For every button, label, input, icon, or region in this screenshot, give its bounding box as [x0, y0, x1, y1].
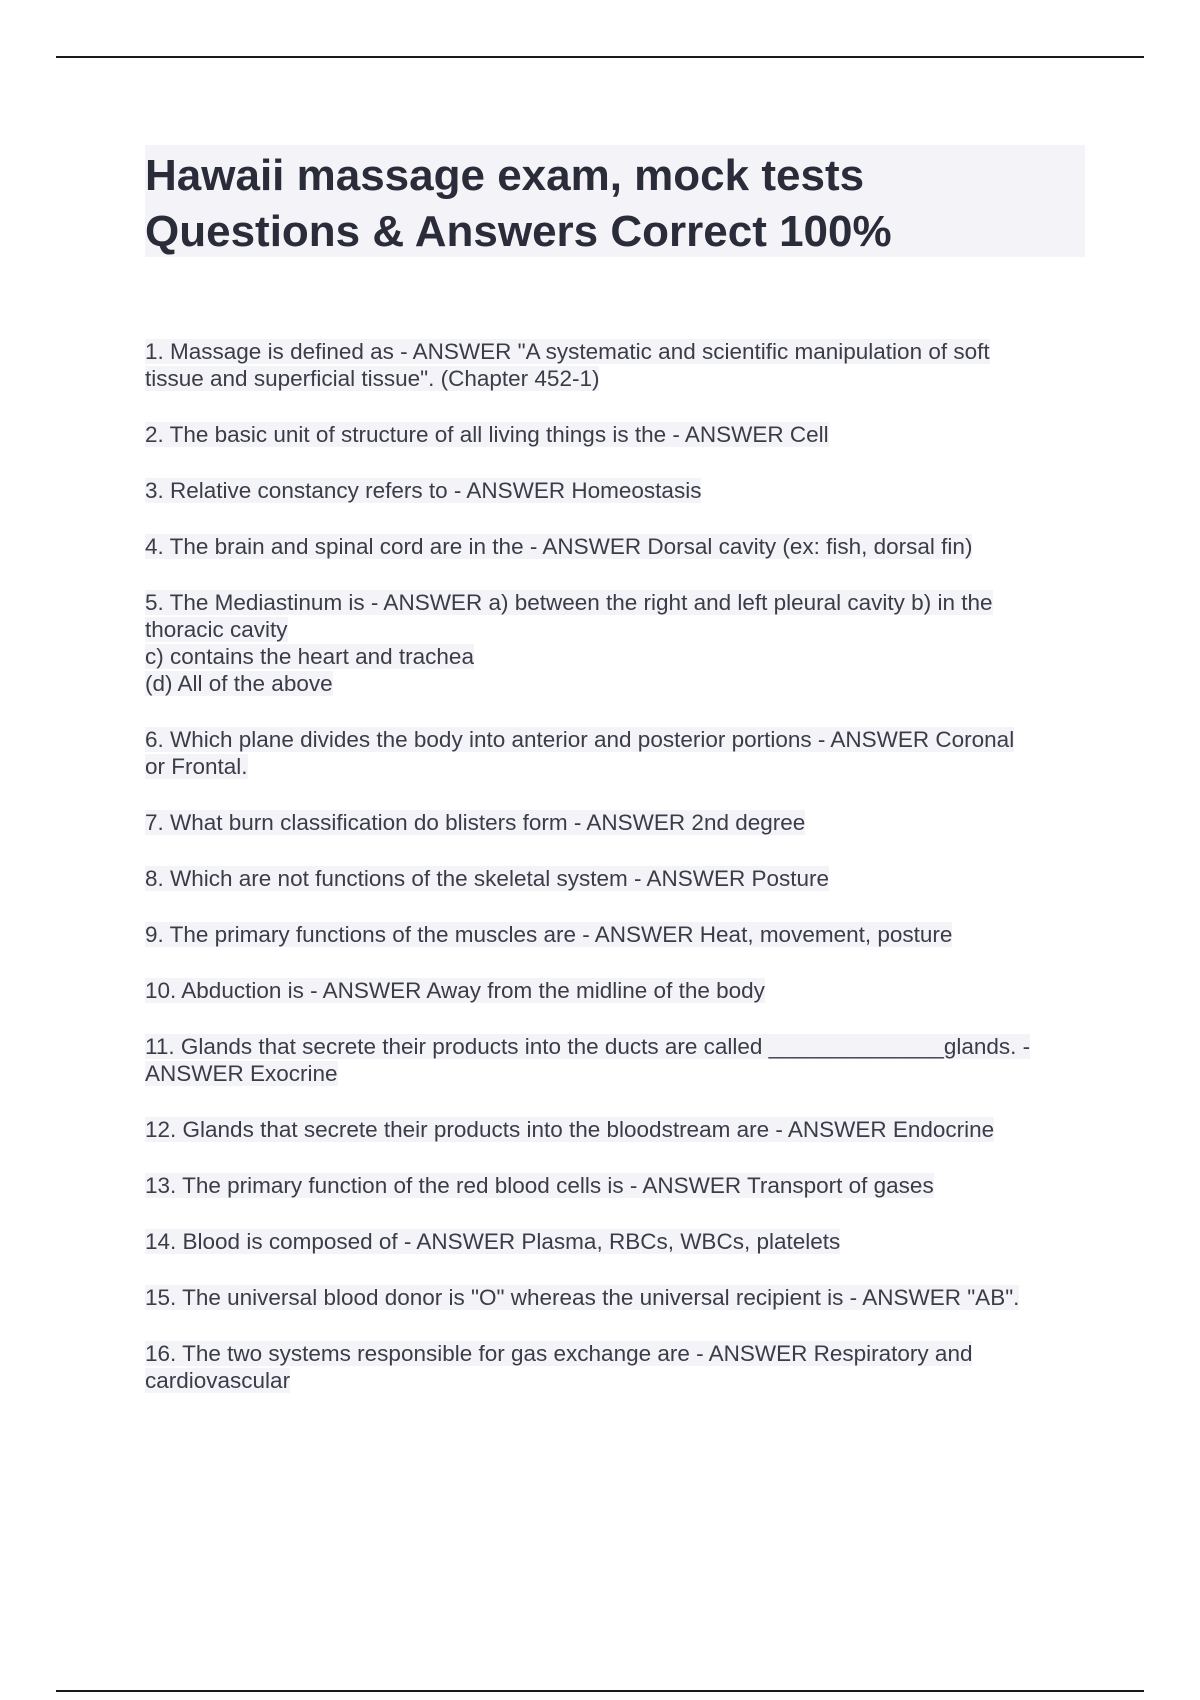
qa-line: [145, 1116, 1095, 1143]
qa-line: [145, 1172, 1095, 1199]
qa-line-text: 11. Glands that secrete their products into the ducts are called ______________glands. -: [145, 1034, 1031, 1059]
qa-line: [145, 1033, 1095, 1060]
qa-line: [145, 1228, 1095, 1255]
qa-line: [145, 338, 1095, 365]
bottom-rule: [56, 1690, 1144, 1692]
document-title: [145, 145, 1085, 257]
qa-item: [145, 809, 1095, 836]
qa-item: [145, 977, 1095, 1004]
qa-line-text: 13. The primary function of the red blood cells is - ANSWER Transport of gases: [145, 1173, 934, 1198]
qa-line-text: 16. The two systems responsible for gas exchange are - ANSWER Respiratory and: [145, 1341, 973, 1366]
qa-item: [145, 1340, 1095, 1394]
qa-line: [145, 643, 1095, 670]
qa-line-text: (d) All of the above: [145, 671, 333, 696]
qa-line: [145, 1284, 1095, 1311]
qa-line-text: 9. The primary functions of the muscles are - ANSWER Heat, movement, posture: [145, 922, 953, 947]
qa-item: [145, 338, 1095, 392]
qa-line-text: cardiovascular: [145, 1368, 291, 1393]
title-line-1: Hawaii massage exam, mock tests: [145, 151, 865, 200]
qa-line: [145, 865, 1095, 892]
qa-line-text: 12. Glands that secrete their products into the bloodstream are - ANSWER Endocrine: [145, 1117, 995, 1142]
qa-item: [145, 1228, 1095, 1255]
qa-item: [145, 1284, 1095, 1311]
qa-line-text: 6. Which plane divides the body into anterior and posterior portions - ANSWER Coronal: [145, 727, 1015, 752]
qa-item: [145, 1172, 1095, 1199]
qa-line: [145, 921, 1095, 948]
title-line-2: Questions & Answers Correct 100%: [145, 207, 892, 256]
qa-item: [145, 589, 1095, 697]
qa-line: [145, 365, 1095, 392]
qa-line-text: or Frontal.: [145, 754, 248, 779]
qa-line: [145, 809, 1095, 836]
qa-line-text: 7. What burn classification do blisters form - ANSWER 2nd degree: [145, 810, 806, 835]
qa-line: [145, 670, 1095, 697]
qa-line-text: 14. Blood is composed of - ANSWER Plasma, RBCs, WBCs, platelets: [145, 1229, 841, 1254]
qa-line: [145, 616, 1095, 643]
qa-line-text: ANSWER Exocrine: [145, 1061, 338, 1086]
qa-line: [145, 1340, 1095, 1367]
qa-item: [145, 921, 1095, 948]
qa-line: [145, 1367, 1095, 1394]
top-rule: [56, 56, 1144, 58]
question-list: [145, 338, 1095, 1423]
qa-item: [145, 421, 1095, 448]
qa-line-text: 4. The brain and spinal cord are in the - ANSWER Dorsal cavity (ex: fish, dorsal fin): [145, 534, 973, 559]
qa-line-text: c) contains the heart and trachea: [145, 644, 474, 669]
qa-item: [145, 726, 1095, 780]
qa-line-text: 15. The universal blood donor is "O" whereas the universal recipient is - ANSWER "AB".: [145, 1285, 1020, 1310]
qa-line-text: 8. Which are not functions of the skeletal system - ANSWER Posture: [145, 866, 830, 891]
qa-item: [145, 533, 1095, 560]
qa-line: [145, 1060, 1095, 1087]
qa-line-text: 1. Massage is defined as - ANSWER "A systematic and scientific manipulation of soft: [145, 339, 990, 364]
qa-line: [145, 533, 1095, 560]
qa-line: [145, 977, 1095, 1004]
qa-line-text: thoracic cavity: [145, 617, 288, 642]
qa-line-text: 3. Relative constancy refers to - ANSWER Homeostasis: [145, 478, 702, 503]
qa-item: [145, 1116, 1095, 1143]
qa-line-text: 5. The Mediastinum is - ANSWER a) between the right and left pleural cavity b) in the: [145, 590, 993, 615]
qa-line: [145, 726, 1095, 753]
qa-item: [145, 477, 1095, 504]
qa-item: [145, 865, 1095, 892]
qa-line-text: 2. The basic unit of structure of all living things is the - ANSWER Cell: [145, 422, 829, 447]
qa-line: [145, 753, 1095, 780]
qa-line: [145, 477, 1095, 504]
qa-item: [145, 1033, 1095, 1087]
qa-line: [145, 589, 1095, 616]
qa-line: [145, 421, 1095, 448]
qa-line-text: 10. Abduction is - ANSWER Away from the midline of the body: [145, 978, 765, 1003]
qa-line-text: tissue and superficial tissue". (Chapter 452-1): [145, 366, 600, 391]
